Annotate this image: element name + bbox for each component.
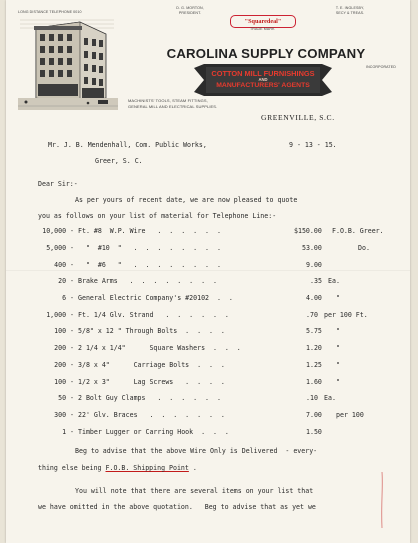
quotation-item <box>6 429 410 439</box>
addressee-line-2: Greer, S. C. <box>95 157 143 165</box>
item-description: 5/8" x 12 " Through Bolts . . . . <box>78 327 225 335</box>
item-price: 53.00 <box>302 244 322 252</box>
item-terms: Ea. <box>328 277 340 285</box>
item-quantity: 100 - <box>54 378 74 386</box>
quotation-item <box>6 395 410 405</box>
item-price: 4.00 <box>306 294 322 302</box>
item-quantity: 5,000 - <box>46 244 74 252</box>
fold-line <box>6 270 410 271</box>
item-quantity: 200 - <box>54 344 74 352</box>
item-terms: " <box>336 361 340 369</box>
item-quantity: 50 - <box>58 394 74 402</box>
item-quantity: 10,000 - <box>42 227 74 235</box>
letter-date: 9 - 13 - 15. <box>289 141 337 149</box>
item-terms: " <box>336 378 340 386</box>
item-price: $150.00 <box>294 227 322 235</box>
item-price: 5.75 <box>306 327 322 335</box>
item-quantity: 20 - <box>58 277 74 285</box>
item-price: 7.00 <box>306 411 322 419</box>
telephone-note: LONG DISTANCE TELEPHONE 0010 <box>18 10 82 14</box>
item-description: Ft. 1/4 Glv. Strand . . . . . . <box>78 311 229 319</box>
president-name: D. G. MORTON, <box>176 6 204 10</box>
item-description: General Electric Company's #20102 . . <box>78 294 233 302</box>
item-quantity: 400 - <box>54 261 74 269</box>
item-description: 22' Glv. Braces . . . . . . . <box>78 411 225 419</box>
item-description: 3/8 x 4" Carriage Bolts . . . <box>78 361 225 369</box>
services-line-2: GENERAL MILL AND ELECTRICAL SUPPLIES. <box>128 104 218 109</box>
building-engraving-icon <box>18 14 118 110</box>
salutation: Dear Sir:- <box>38 180 78 188</box>
quotation-item <box>6 278 410 288</box>
item-price: 1.60 <box>306 378 322 386</box>
item-description: Timber Lugger or Carring Hook . . . <box>78 428 229 436</box>
para1-line-2-end: . <box>188 464 197 472</box>
quotation-item <box>6 312 410 322</box>
item-price: 9.00 <box>306 261 322 269</box>
ribbon-line-3: MANUFACTURERS' AGENTS <box>216 82 310 89</box>
item-description: Ft. #8 W.P. Wire . . . . . . <box>78 227 221 235</box>
item-description: " #6 " . . . . . . . . <box>78 261 221 269</box>
company-name: CAROLINA SUPPLY COMPANY <box>166 46 366 61</box>
item-terms: Do. <box>358 244 370 252</box>
margin-pencil-mark-icon <box>376 470 388 530</box>
item-description: 2 1/4 x 1/4" Square Washers . . . <box>78 344 241 352</box>
item-terms: F.O.B. Greer. <box>332 227 384 235</box>
letter-paper <box>6 0 410 543</box>
quotation-item <box>6 362 410 372</box>
item-price: 1.25 <box>306 361 322 369</box>
shipping-point-phrase: F.O.B. Shipping Point <box>105 464 189 472</box>
para2-line-1: You will note that there are several items on your list that <box>75 487 314 495</box>
item-terms: Ea. <box>324 394 336 402</box>
item-quantity: 300 - <box>54 411 74 419</box>
item-price: .70 <box>306 311 318 319</box>
secretary-title: SECY & TREAS. <box>335 11 365 15</box>
item-description: Brake Arms . . . . . . . . <box>78 277 217 285</box>
para1-line-2 <box>38 465 197 472</box>
item-quantity: 6 - <box>62 294 74 302</box>
para1-line-2-start: thing else being <box>38 464 106 472</box>
item-terms: per 100 Ft. <box>324 311 368 319</box>
item-quantity: 100 - <box>54 327 74 335</box>
item-description: 2 Bolt Guy Clamps . . . . . . <box>78 394 221 402</box>
item-description: 1/2 x 3" Lag Screws . . . . <box>78 378 225 386</box>
item-terms: per 100 <box>336 411 364 419</box>
item-quantity: 1,000 - <box>46 311 74 319</box>
secretary-name: T. E. INGLESBY, <box>335 6 365 10</box>
item-terms: " <box>336 344 340 352</box>
addressee-line-1: Mr. J. B. Mendenhall, Com. Public Works, <box>48 141 207 149</box>
trademark-note: TRADE MARK <box>250 27 275 31</box>
ribbon-line-2: AND <box>258 77 268 82</box>
ribbon-line-1: COTTON MILL FURNISHINGS <box>211 69 315 78</box>
incorporated-note: INCORPORATED <box>366 65 396 69</box>
item-price: .35 <box>310 277 322 285</box>
squaredeal-trademark: "Squaredeal" <box>230 15 296 28</box>
item-price: .10 <box>306 394 318 402</box>
quotation-item <box>6 228 410 238</box>
item-terms: " <box>336 294 340 302</box>
city-line: GREENVILLE, S.C. <box>261 113 335 122</box>
item-description: " #10 " . . . . . . . . <box>78 244 221 252</box>
para2-line-2: we have omitted in the above quotation. Beg to advise that as yet we <box>38 503 316 511</box>
quotation-item <box>6 379 410 389</box>
quotation-item <box>6 328 410 338</box>
quotation-item <box>6 412 410 422</box>
quotation-item <box>6 245 410 255</box>
item-quantity: 200 - <box>54 361 74 369</box>
president-title: PRESIDENT. <box>178 11 202 15</box>
item-terms: " <box>336 327 340 335</box>
item-price: 1.20 <box>306 344 322 352</box>
item-quantity: 1 - <box>62 428 74 436</box>
intro-line-1: As per yours of recent date, we are now pleased to quote <box>75 196 298 204</box>
services-line-1: MACHINISTS' TOOLS, STEAM FITTINGS, <box>128 98 208 103</box>
para1-line-1: Beg to advise that the above Wire Only is Delivered - every- <box>75 447 318 455</box>
intro-line-2: you as follows on your list of material for Telephone Line:- <box>38 212 277 220</box>
quotation-item <box>6 345 410 355</box>
item-price: 1.50 <box>306 428 322 436</box>
quotation-item <box>6 295 410 305</box>
